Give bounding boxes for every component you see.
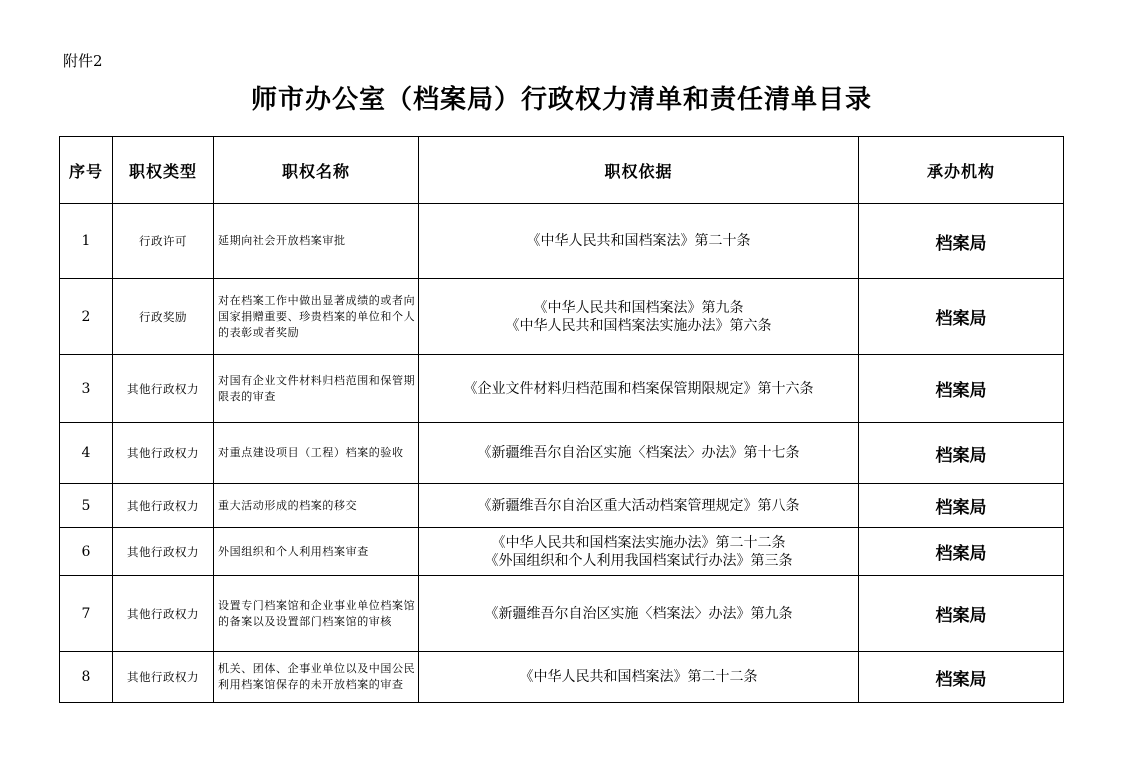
- basis-line: 《中华人民共和国档案法》第二十二条: [519, 669, 758, 685]
- table-row: [60, 423, 1064, 484]
- basis-line: 《中华人民共和国档案法》第二十条: [526, 233, 751, 249]
- row-no: 3: [60, 355, 113, 423]
- row-org: 档案局: [859, 423, 1064, 484]
- row-no: 6: [60, 528, 113, 576]
- header-type: 职权类型: [113, 137, 214, 204]
- table-header-row: [60, 137, 1064, 204]
- table-row: [60, 652, 1064, 703]
- row-org: 档案局: [859, 355, 1064, 423]
- row-basis: [419, 484, 859, 528]
- header-name: 职权名称: [214, 137, 419, 204]
- row-no: 8: [60, 652, 113, 703]
- basis-line: 《新疆维吾尔自治区实施〈档案法〉办法》第十七条: [477, 445, 800, 461]
- row-name: 外国组织和个人利用档案审查: [214, 528, 419, 576]
- row-no: 2: [60, 279, 113, 355]
- row-no: 7: [60, 576, 113, 652]
- row-type: 其他行政权力: [113, 484, 214, 528]
- basis-line: 《外国组织和个人利用我国档案试行办法》第三条: [484, 552, 793, 569]
- row-type: 其他行政权力: [113, 355, 214, 423]
- row-type: 行政许可: [113, 204, 214, 279]
- basis-line: 《中华人民共和国档案法实施办法》第二十二条: [491, 534, 786, 551]
- basis-line: 《新疆维吾尔自治区重大活动档案管理规定》第八条: [477, 497, 800, 514]
- header-org: 承办机构: [859, 137, 1064, 204]
- row-org: 档案局: [859, 528, 1064, 576]
- row-type: 其他行政权力: [113, 576, 214, 652]
- row-name: 对国有企业文件材料归档范围和保管期限表的审查: [214, 355, 419, 423]
- row-org: 档案局: [859, 279, 1064, 355]
- row-basis: [419, 204, 859, 279]
- attachment-label: 附件2: [63, 52, 103, 70]
- row-no: 4: [60, 423, 113, 484]
- basis-line: 《中华人民共和国档案法》第九条: [533, 299, 744, 316]
- row-type: 其他行政权力: [113, 423, 214, 484]
- row-name: 对在档案工作中做出显著成绩的或者向国家捐赠重要、珍贵档案的单位和个人的表彰或者奖励: [214, 279, 419, 355]
- row-type: 其他行政权力: [113, 528, 214, 576]
- page-title: 师市办公室（档案局）行政权力清单和责任清单目录: [250, 85, 872, 115]
- basis-line: 《新疆维吾尔自治区实施〈档案法〉办法》第九条: [484, 605, 793, 622]
- row-name: 延期向社会开放档案审批: [214, 204, 419, 279]
- row-basis: [419, 528, 859, 576]
- row-org: 档案局: [859, 204, 1064, 279]
- row-name: 设置专门档案馆和企业事业单位档案馆的备案以及设置部门档案馆的审核: [214, 576, 419, 652]
- row-basis: [419, 652, 859, 703]
- basis-line: 《中华人民共和国档案法实施办法》第六条: [505, 317, 772, 334]
- row-basis: [419, 423, 859, 484]
- table-row: [60, 355, 1064, 423]
- table-row: [60, 204, 1064, 279]
- table-row: [60, 576, 1064, 652]
- row-name: 重大活动形成的档案的移交: [214, 484, 419, 528]
- table-row: [60, 528, 1064, 576]
- row-name: 机关、团体、企事业单位以及中国公民利用档案馆保存的未开放档案的审查: [214, 652, 419, 703]
- table-row: [60, 279, 1064, 355]
- table-row: [60, 484, 1064, 528]
- row-org: 档案局: [859, 484, 1064, 528]
- power-list-table: [59, 136, 1064, 703]
- header-no: 序号: [60, 137, 113, 204]
- basis-line: 《企业文件材料归档范围和档案保管期限规定》第十六条: [463, 380, 814, 397]
- row-org: 档案局: [859, 576, 1064, 652]
- row-basis: [419, 576, 859, 652]
- header-basis: 职权依据: [419, 137, 859, 204]
- row-type: 行政奖励: [113, 279, 214, 355]
- row-no: 5: [60, 484, 113, 528]
- row-type: 其他行政权力: [113, 652, 214, 703]
- row-basis: [419, 355, 859, 423]
- row-name: 对重点建设项目（工程）档案的验收: [214, 423, 419, 484]
- row-no: 1: [60, 204, 113, 279]
- row-basis: [419, 279, 859, 355]
- row-org: 档案局: [859, 652, 1064, 703]
